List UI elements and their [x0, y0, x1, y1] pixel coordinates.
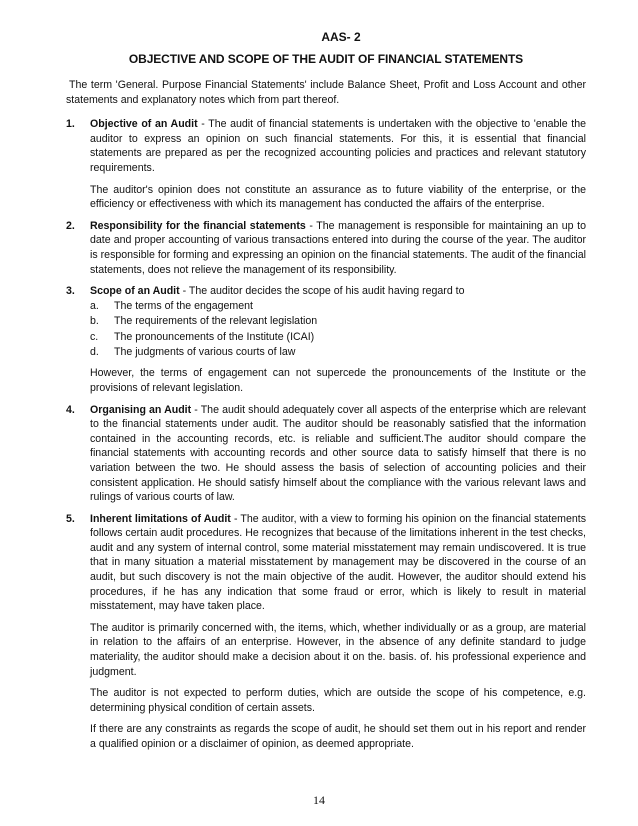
- section-text: - The audit of financial statements is undertaken with the objective to 'enable the auditor to express an opinion on such financial statements. For this, it is essential that financial statements are prepared as per the recognized accounting policies and practices and relevant statutory requirements.: [90, 118, 586, 174]
- list-text: The terms of the engagement: [114, 299, 253, 312]
- section-organising: [66, 403, 586, 505]
- section-heading: Inherent limitations of Audit: [90, 512, 231, 525]
- list-text: The judgments of various courts of law: [114, 345, 296, 358]
- list-item: [90, 330, 586, 345]
- section-responsibility: [66, 219, 586, 277]
- section-heading: Objective of an Audit: [90, 118, 198, 131]
- list-text: The pronouncements of the Institute (ICAI): [114, 330, 315, 343]
- document-page: [66, 30, 586, 759]
- list-item: [90, 314, 586, 329]
- section-heading: Scope of an Audit: [90, 285, 180, 298]
- list-marker: a.: [90, 299, 99, 312]
- section-scope: [66, 284, 586, 395]
- section-paragraph: [90, 403, 586, 505]
- section-paragraph: [90, 512, 586, 614]
- section-heading: Organising an Audit: [90, 403, 192, 416]
- section-paragraph: The auditor's opinion does not constitute an assurance as to future viability of the enterprise, or the efficiency or effectiveness with which its management has conducted the affairs of the enterprise.: [90, 183, 586, 211]
- list-marker: d.: [90, 345, 99, 358]
- list-marker: b.: [90, 315, 99, 328]
- list-item: [90, 345, 586, 360]
- section-paragraph: The auditor is primarily concerned with, the items, which, whether individually or as a group, are material in relation to the affairs of an enterprise. However, in the absence of any definite standard to judge materiality, the auditor should make a decision about it on the. basis. of. his professional experience and judgment.: [90, 621, 586, 678]
- section-heading: Responsibility for the financial statements: [90, 219, 306, 232]
- list-marker: c.: [90, 330, 99, 343]
- section-objective: [66, 117, 586, 212]
- section-text: - The auditor decides the scope of his audit having regard to: [179, 285, 465, 298]
- section-paragraph: The auditor is not expected to perform duties, which are outside the scope of his competence, e.g. determining physical condition of certain assets.: [90, 687, 586, 714]
- section-number: 5.: [66, 512, 75, 525]
- section-number: 2.: [66, 219, 75, 232]
- section-paragraph: [90, 219, 586, 277]
- section-paragraph: If there are any constraints as regards the scope of audit, he should set them out in his report and render a qualified opinion or a disclaimer of opinion, as deemed appropriate.: [90, 723, 586, 750]
- section-number: 1.: [66, 118, 75, 131]
- list-item: [90, 299, 586, 314]
- section-paragraph: [90, 117, 586, 175]
- list-text: The requirements of the relevant legislation: [114, 315, 318, 328]
- section-text: - The audit should adequately cover all aspects of the enterprise which are relevant to the financial statements under audit. The auditor should be reasonably satisfied that the information contained in the accounting records, etc. is reliable and sufficient.The auditor should compare the financial statements with accounting records and other source data to satisfy himself that there is no variation between the two. He should assess the basis of selection of accounting policies and their consistent application. He should satisfy himself about the compliance with the various relevant laws and rulings of various courts of law.: [90, 403, 587, 504]
- section-paragraph: However, the terms of engagement can not supercede the pronouncements of the Institute or the provisions of relevant legislation.: [90, 367, 586, 394]
- section-text: - The management is responsible for maintaining an up to date and proper accounting of various transactions entered into during the course of the year. The auditor is responsible for forming and expressing an opinion on the financial statements. The audit of the financial statements, does not relieve the management of its responsibility.: [90, 219, 586, 276]
- intro-paragraph: The term 'General. Purpose Financial Statements' include Balance Sheet, Profit and Loss Account and other statements and explanatory notes which from part thereof.: [66, 79, 586, 106]
- section-text: - The auditor, with a view to forming his opinion on the financial statements follows certain audit procedures. He recognizes that because of the limitations inherent in the test checks, audit and any system of internal control, some material misstatement may remain undiscovered. It is true that in many situation a material misstatement by management may be discovered in the course of an audit, but such discovery is not the main objective of the audit. However, the auditor should extend his procedures, if he has any indication that some fraud or error, which is likely to result in material misstatement, may have taken place.: [90, 512, 586, 613]
- section-number: 3.: [66, 285, 75, 298]
- section-number: 4.: [66, 403, 75, 416]
- scope-list: [90, 299, 586, 361]
- section-paragraph: [90, 284, 586, 299]
- document-title: OBJECTIVE AND SCOPE OF THE AUDIT OF FINANCIAL STATEMENTS: [128, 52, 524, 66]
- section-limitations: [66, 512, 586, 752]
- page-number: 14: [313, 793, 325, 807]
- standard-code: AAS- 2: [321, 30, 361, 44]
